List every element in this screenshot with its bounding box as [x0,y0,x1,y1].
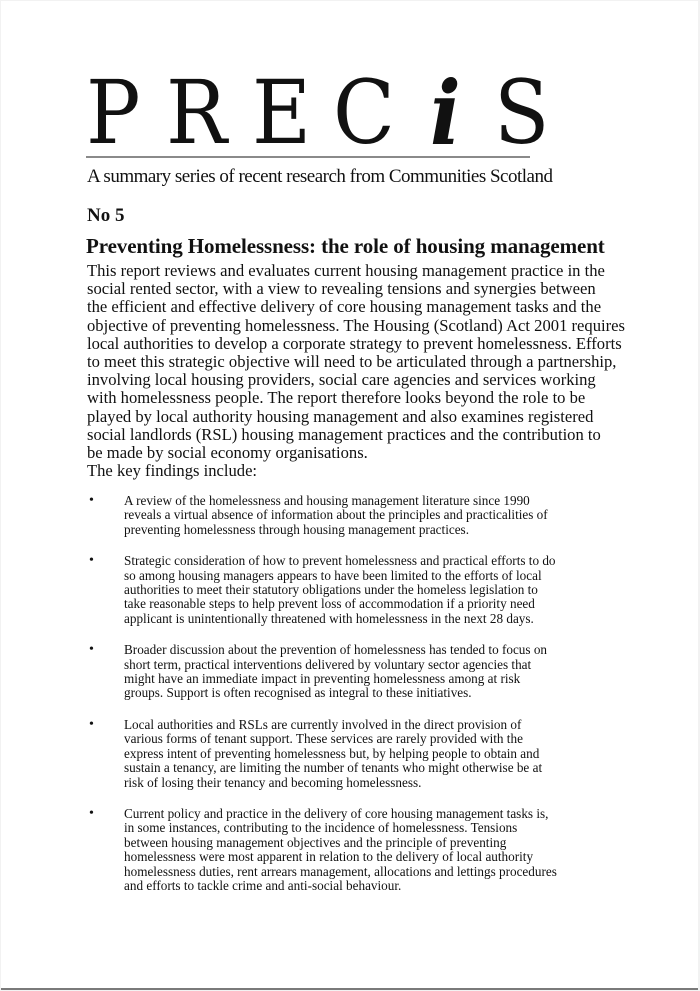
series-subtitle: A summary series of recent research from Communities Scotland [87,166,553,187]
finding-line: preventing homelessness through housing management practices. [124,521,469,537]
masthead-letter-italic: i [430,61,461,165]
intro-line: with homelessness people. The report therefore looks beyond the role to be [87,388,586,408]
finding-line: groups. Support is often recognised as integral to these initiatives. [124,685,472,701]
intro-line: involving local housing providers, social care agencies and services working [87,370,596,390]
intro-line: the efficient and effective delivery of core housing management tasks and the [87,297,602,317]
intro-line: This report reviews and evaluates current housing management practice in the [87,261,605,280]
finding-line: in some instances, contributing to the incidence of homelessness. Tensions [124,820,518,836]
finding-line: Current policy and practice in the delivery of core housing management tasks is, [124,805,549,821]
finding-line: various forms of tenant support. These services are rarely provided with the [124,731,523,747]
bullet-icon: • [89,553,94,569]
finding-line: so among housing managers appears to have been limited to the efforts of local [124,567,542,583]
finding-item [87,643,587,701]
finding-item [87,807,587,893]
intro-line: social landlords (RSL) housing management practices and the contribution to [87,424,601,444]
finding-line: risk of losing their tenancy and becoming homelessness. [124,774,422,790]
bullet-icon: • [89,642,94,658]
finding-line: Broader discussion about the prevention of homelessness has tended to focus on [124,642,548,658]
finding-line: short term, practical interventions delivered by voluntary sector agencies that [124,656,532,672]
precis-masthead [86,61,550,165]
finding-item [87,494,587,537]
finding-line: homelessness duties, rent arrears management, allocations and lettings procedures [124,863,557,879]
key-findings-label: The key findings include: [87,461,258,480]
finding-line: authorities to meet their statutory obligations under the homeless legislation to [124,582,538,598]
masthead-letter: C [333,61,395,164]
key-findings-list [87,494,587,910]
finding-line: homelessness were most apparent in relation to the delivery of local authority [124,849,534,865]
intro-line: social rented sector, with a view to revealing tensions and synergies between [87,279,596,299]
masthead-rule [86,156,530,158]
finding-line: sustain a tenancy, are limiting the number of tenants who might otherwise be at [124,760,543,776]
document-page [1,1,698,990]
finding-line: take reasonable steps to help prevent loss of accommodation if a priority need [124,596,535,612]
intro-line: local authorities to develop a corporate strategy to prevent homelessness. Efforts [87,333,622,353]
finding-line: Local authorities and RSLs are currently involved in the direct provision of [124,716,522,732]
finding-line: and efforts to tackle crime and anti-social behaviour. [124,877,402,893]
bullet-icon: • [89,805,94,821]
finding-line: express intent of preventing homelessness but, by helping people to obtain and [124,745,540,761]
intro-line: to meet this strategic objective will need to be articulated through a partnership, [87,352,617,372]
finding-item [87,718,587,790]
finding-line: Strategic consideration of how to prevent homelessness and practical efforts to do [124,553,556,569]
masthead-letter: E [252,61,312,164]
finding-line: might have an immediate impact in preventing homelessness among at risk [124,671,521,687]
finding-line: reveals a virtual absence of information about the principles and practicalities of [124,507,548,523]
intro-paragraph [87,262,627,462]
intro-line: objective of preventing homelessness. The Housing (Scotland) Act 2001 requires [87,315,625,335]
bullet-icon: • [89,716,94,732]
bullet-icon: • [89,493,94,508]
finding-line: A review of the homelessness and housing management literature since 1990 [124,493,530,508]
masthead-letter: S [494,61,550,164]
masthead-letter: R [166,61,227,164]
issue-number: No 5 [87,205,125,226]
finding-line: applicant is unintentionally threatened with homelessness in the next 28 days. [124,610,534,626]
intro-line: be made by social economy organisations. [87,443,368,463]
report-title: Preventing Homelessness: the role of housing management [86,234,605,258]
finding-item [87,554,587,626]
masthead-letter: P [86,61,141,164]
intro-line: played by local authority housing management and also examines registered [87,406,594,426]
finding-line: between housing management objectives and the principle of preventing [124,834,507,850]
